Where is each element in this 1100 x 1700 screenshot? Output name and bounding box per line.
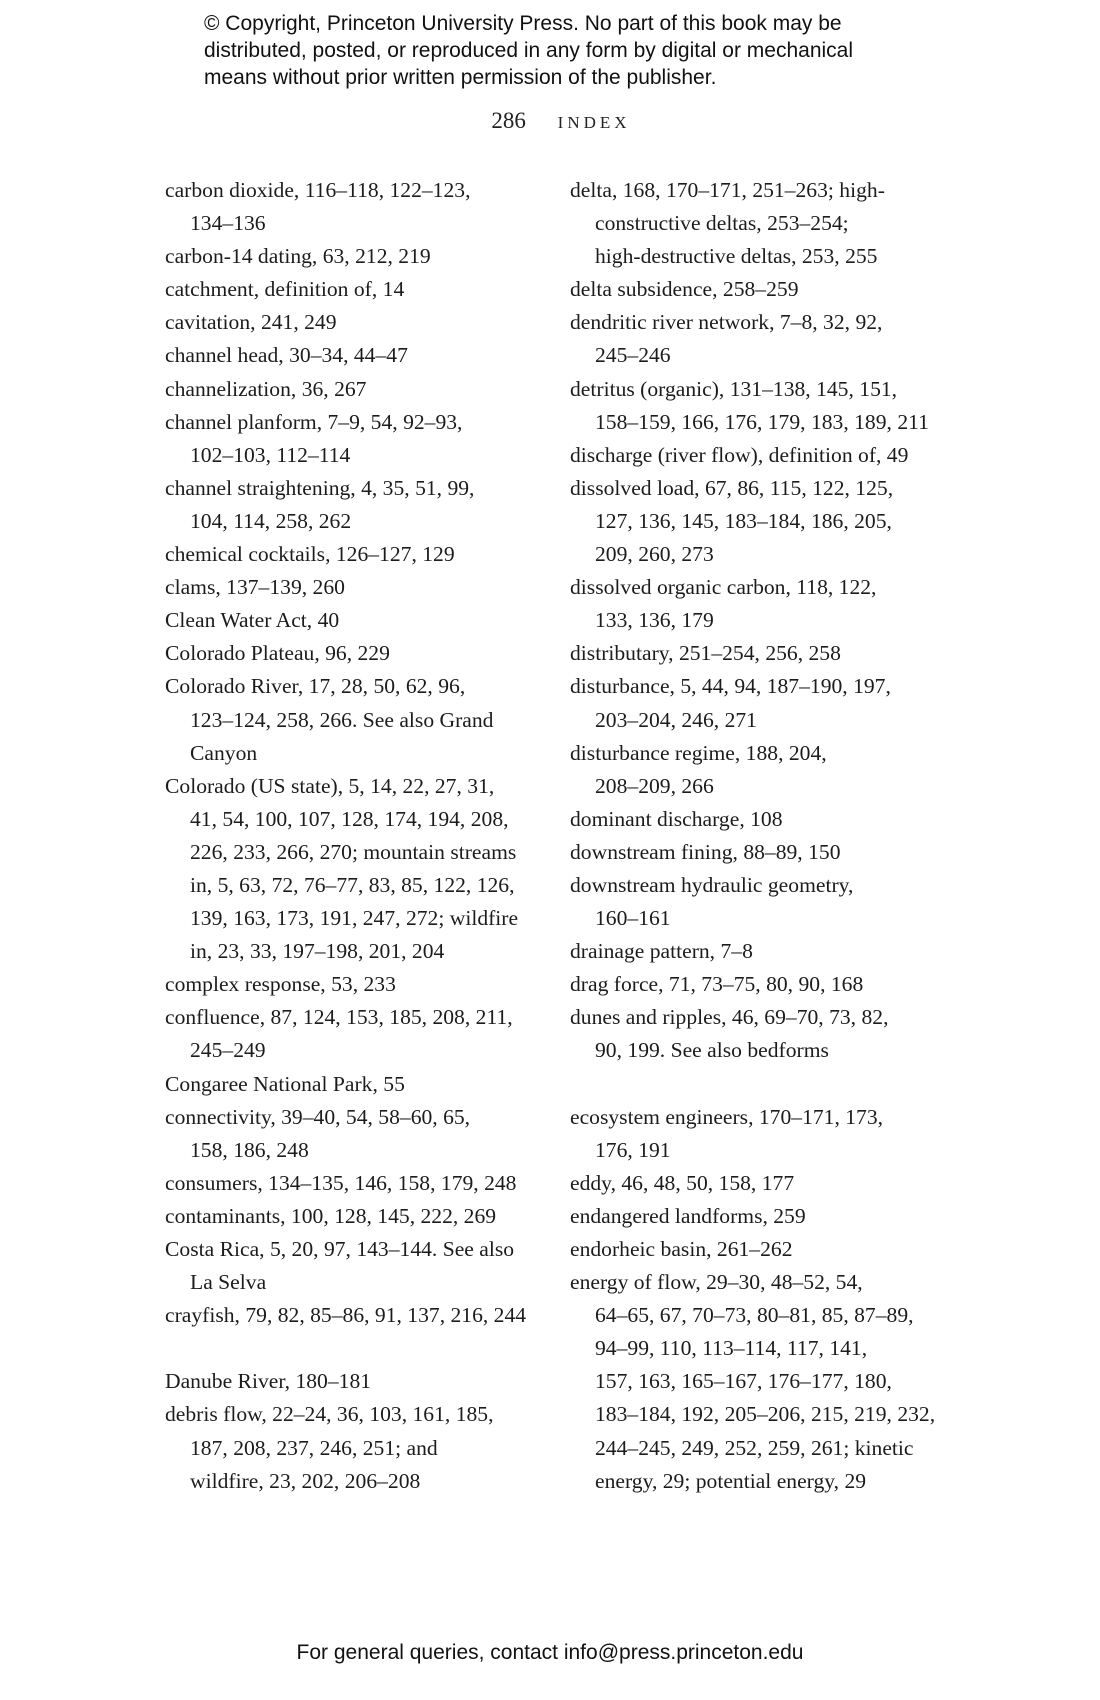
index-entry: detritus (organic), 131–138, 145, 151, — [570, 376, 898, 401]
index-entry: clams, 137–139, 260 — [165, 575, 345, 600]
index-entry: Congaree National Park, 55 — [165, 1071, 405, 1096]
index-entry-continuation: 158–159, 166, 176, 179, 183, 189, 211 — [595, 409, 929, 434]
index-entry: drag force, 71, 73–75, 80, 90, 168 — [570, 972, 864, 997]
index-entry-continuation: 183–184, 192, 205–206, 215, 219, 232, — [595, 1402, 936, 1427]
index-entry: discharge (river flow), definition of, 49 — [570, 442, 909, 467]
index-entry: drainage pattern, 7–8 — [570, 939, 753, 964]
running-head — [0, 108, 1100, 134]
index-entry-continuation: 244–245, 249, 252, 259, 261; kinetic — [595, 1435, 914, 1460]
index-entry-continuation: in, 5, 63, 72, 76–77, 83, 85, 122, 126, — [190, 872, 515, 897]
index-column-right — [570, 174, 950, 1498]
index-entry-continuation: La Selva — [190, 1270, 267, 1295]
section-gap — [165, 1332, 545, 1365]
index-entry-continuation: 64–65, 67, 70–73, 80–81, 85, 87–89, — [595, 1303, 914, 1328]
copyright-line: distributed, posted, or reproduced in any form by digital or mechanical — [204, 39, 854, 62]
index-entry-continuation: constructive deltas, 253–254; — [595, 211, 849, 236]
index-entry: disturbance, 5, 44, 94, 187–190, 197, — [570, 674, 891, 699]
index-entry: Costa Rica, 5, 20, 97, 143–144. See also — [165, 1237, 515, 1261]
index-entry: crayfish, 79, 82, 85–86, 91, 137, 216, 244 — [165, 1303, 527, 1328]
index-entry: debris flow, 22–24, 36, 103, 161, 185, — [165, 1402, 494, 1427]
copyright-line: © Copyright, Princeton University Press. No part of this book may be — [204, 12, 842, 35]
index-entry: contaminants, 100, 128, 145, 222, 269 — [165, 1203, 497, 1228]
index-entry-continuation: 133, 136, 179 — [595, 608, 714, 633]
index-entry: energy of flow, 29–30, 48–52, 54, — [570, 1270, 863, 1295]
index-entry-continuation: high-destructive deltas, 253, 255 — [595, 244, 878, 269]
index-entry: disturbance regime, 188, 204, — [570, 740, 827, 765]
index-entry: endangered landforms, 259 — [570, 1203, 806, 1228]
index-entry-continuation: 104, 114, 258, 262 — [190, 508, 352, 533]
index-entry: chemical cocktails, 126–127, 129 — [165, 542, 455, 567]
index-entry-continuation: 123–124, 258, 266. See also Grand — [190, 707, 494, 732]
index-entry-continuation: 203–204, 246, 271 — [595, 707, 757, 732]
index-entry-continuation: 139, 163, 173, 191, 247, 272; wildfire — [190, 906, 519, 931]
index-entry: complex response, 53, 233 — [165, 972, 396, 997]
index-entry-continuation: 245–249 — [190, 1038, 266, 1063]
index-entry: carbon-14 dating, 63, 212, 219 — [165, 244, 431, 269]
section-title: INDEX — [557, 113, 631, 132]
index-entry-continuation: 102–103, 112–114 — [190, 442, 351, 467]
index-entry: dissolved load, 67, 86, 115, 122, 125, — [570, 475, 894, 500]
index-entry: ecosystem engineers, 170–171, 173, — [570, 1104, 884, 1129]
index-entry: Clean Water Act, 40 — [165, 608, 340, 633]
index-entry: channel planform, 7–9, 54, 92–93, — [165, 409, 463, 434]
index-entry-continuation: 209, 260, 273 — [595, 542, 714, 567]
index-entry: channel head, 30–34, 44–47 — [165, 343, 408, 368]
index-entry-continuation: wildfire, 23, 202, 206–208 — [190, 1468, 421, 1493]
index-entry-continuation: 245–246 — [595, 343, 671, 368]
index-entry-continuation: 127, 136, 145, 183–184, 186, 205, — [595, 508, 892, 533]
index-entry: delta, 168, 170–171, 251–263; high- — [570, 178, 885, 202]
index-entry: Colorado River, 17, 28, 50, 62, 96, — [165, 674, 466, 699]
index-entry: delta subsidence, 258–259 — [570, 277, 799, 302]
index-entry-continuation: 160–161 — [595, 906, 671, 931]
index-entry: Colorado Plateau, 96, 229 — [165, 641, 390, 666]
footer-contact: For general queries, contact info@press.princeton.edu — [296, 1641, 804, 1664]
index-entry: channelization, 36, 267 — [165, 376, 367, 401]
index-entry: downstream hydraulic geometry, — [570, 872, 854, 897]
index-entry: endorheic basin, 261–262 — [570, 1237, 793, 1261]
index-entry: Colorado (US state), 5, 14, 22, 27, 31, — [165, 773, 495, 798]
index-entry-continuation: 187, 208, 237, 246, 251; and — [190, 1435, 438, 1460]
index-entry: channel straightening, 4, 35, 51, 99, — [165, 475, 475, 500]
index-entry-continuation: 208–209, 266 — [595, 773, 714, 798]
section-gap — [570, 1068, 950, 1101]
index-entry-continuation: 157, 163, 165–167, 176–177, 180, — [595, 1369, 892, 1394]
index-entry-continuation: in, 23, 33, 197–198, 201, 204 — [190, 939, 445, 964]
copyright-notice — [204, 10, 964, 91]
index-entry-continuation: 226, 233, 266, 270; mountain streams — [190, 839, 517, 864]
index-entry: dissolved organic carbon, 118, 122, — [570, 575, 877, 600]
index-entry: eddy, 46, 48, 50, 158, 177 — [570, 1170, 795, 1195]
index-entry-continuation: 134–136 — [190, 211, 266, 236]
index-entry-continuation: energy, 29; potential energy, 29 — [595, 1468, 867, 1493]
index-entry-continuation: Canyon — [190, 740, 258, 765]
index-entry: connectivity, 39–40, 54, 58–60, 65, — [165, 1104, 471, 1129]
index-entry-continuation: 41, 54, 100, 107, 128, 174, 194, 208, — [190, 806, 509, 831]
index-entry-continuation: 90, 199. See also bedforms — [595, 1038, 829, 1063]
index-entry: distributary, 251–254, 256, 258 — [570, 641, 841, 666]
index-entry: carbon dioxide, 116–118, 122–123, — [165, 178, 471, 202]
index-entry-continuation: 158, 186, 248 — [190, 1137, 309, 1162]
index-entry: downstream fining, 88–89, 150 — [570, 839, 841, 864]
page-number: 286 — [491, 108, 526, 133]
copyright-line: means without prior written permission of the publisher. — [204, 66, 717, 89]
index-entry: catchment, definition of, 14 — [165, 277, 405, 302]
index-entry: consumers, 134–135, 146, 158, 179, 248 — [165, 1170, 517, 1195]
index-column-left — [165, 174, 545, 1498]
index-entry: Danube River, 180–181 — [165, 1369, 372, 1394]
index-entry: dunes and ripples, 46, 69–70, 73, 82, — [570, 1005, 889, 1030]
index-entry-continuation: 176, 191 — [595, 1137, 671, 1162]
index-entry-continuation: 94–99, 110, 113–114, 117, 141, — [595, 1336, 868, 1361]
index-entry: cavitation, 241, 249 — [165, 310, 337, 335]
index-entry: confluence, 87, 124, 153, 185, 208, 211, — [165, 1005, 513, 1030]
index-entry: dendritic river network, 7–8, 32, 92, — [570, 310, 883, 335]
index-entry: dominant discharge, 108 — [570, 806, 783, 831]
